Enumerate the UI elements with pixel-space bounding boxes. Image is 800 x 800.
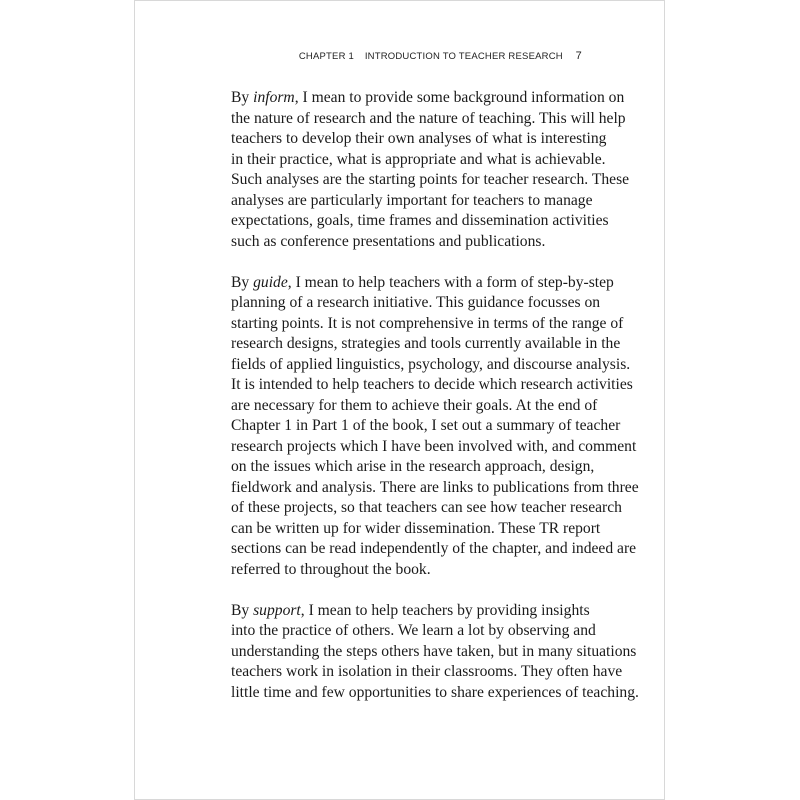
paragraph-inform	[231, 88, 630, 252]
paragraph-line: expectations, goals, time frames and dissemination activities	[231, 212, 609, 229]
paragraph-line: in their practice, what is appropriate and what is achievable.	[231, 150, 606, 168]
paragraph-guide	[231, 273, 639, 581]
paragraph-line: analyses are particularly important for teachers to manage	[231, 191, 593, 209]
lead-word: By	[231, 273, 254, 291]
paragraph-line: Chapter 1 in Part 1 of the book, I set out a summary of teacher	[231, 417, 621, 434]
paragraph-line: Such analyses are the starting points for teacher research. These	[231, 171, 630, 188]
paragraph-line: of these projects, so that teachers can see how teacher research	[231, 499, 622, 516]
paragraph-line: are necessary for them to achieve their goals. At the end of	[231, 396, 598, 414]
paragraph-line: fields of applied linguistics, psychology, and discourse analysis.	[231, 355, 631, 373]
page-number: 7	[575, 50, 582, 62]
chapter-label: CHAPTER 1	[298, 51, 354, 62]
paragraph-line: research designs, strategies and tools currently available in the	[231, 335, 621, 352]
paragraph-line: research projects which I have been involved with, and comment	[231, 437, 637, 455]
paragraph-support	[231, 601, 639, 704]
paragraph-line: understanding the steps others have taken, but in many situations	[231, 642, 637, 660]
paragraph-line: fieldwork and analysis. There are links to publications from three	[231, 478, 639, 496]
paragraph-line: can be written up for wider dissemination. These TR report	[231, 519, 601, 537]
paragraph-line: teachers to develop their own analyses of what is interesting	[231, 130, 607, 147]
paragraph-line: little time and few opportunities to share experiences of teaching.	[231, 683, 639, 701]
defined-term: support	[253, 601, 301, 619]
paragraph-line	[231, 88, 625, 109]
body-text	[231, 88, 639, 724]
chapter-title: INTRODUCTION TO TEACHER RESEARCH	[364, 51, 563, 62]
line-rest: , I mean to provide some background information on	[294, 89, 625, 106]
paragraph-line: It is intended to help teachers to decide which research activities	[231, 376, 633, 393]
paragraph-line: the nature of research and the nature of teaching. This will help	[231, 109, 626, 127]
paragraph-line: such as conference presentations and publications.	[231, 232, 546, 250]
defined-term: inform	[253, 89, 295, 106]
paragraph-line: referred to throughout the book.	[231, 560, 431, 578]
paragraph-line	[231, 601, 588, 622]
paragraph-line: sections can be read independently of the chapter, and indeed are	[231, 540, 637, 557]
paragraph-line: starting points. It is not comprehensive in terms of the range of	[231, 314, 624, 332]
running-head	[299, 50, 582, 62]
paragraph-line: teachers work in isolation in their classrooms. They often have	[231, 663, 623, 680]
line-rest: , I mean to help teachers by providing insights	[300, 601, 590, 619]
paragraph-line: planning of a research initiative. This guidance focusses on	[231, 294, 601, 311]
defined-term: guide	[253, 273, 288, 291]
paragraph-line	[231, 273, 614, 294]
paragraph-line: on the issues which arise in the research approach, design,	[231, 458, 595, 475]
lead-word: By	[231, 89, 254, 106]
paragraph-line: into the practice of others. We learn a lot by observing and	[231, 622, 596, 639]
line-rest: , I mean to help teachers with a form of step-by-step	[287, 273, 614, 291]
lead-word: By	[231, 601, 254, 619]
